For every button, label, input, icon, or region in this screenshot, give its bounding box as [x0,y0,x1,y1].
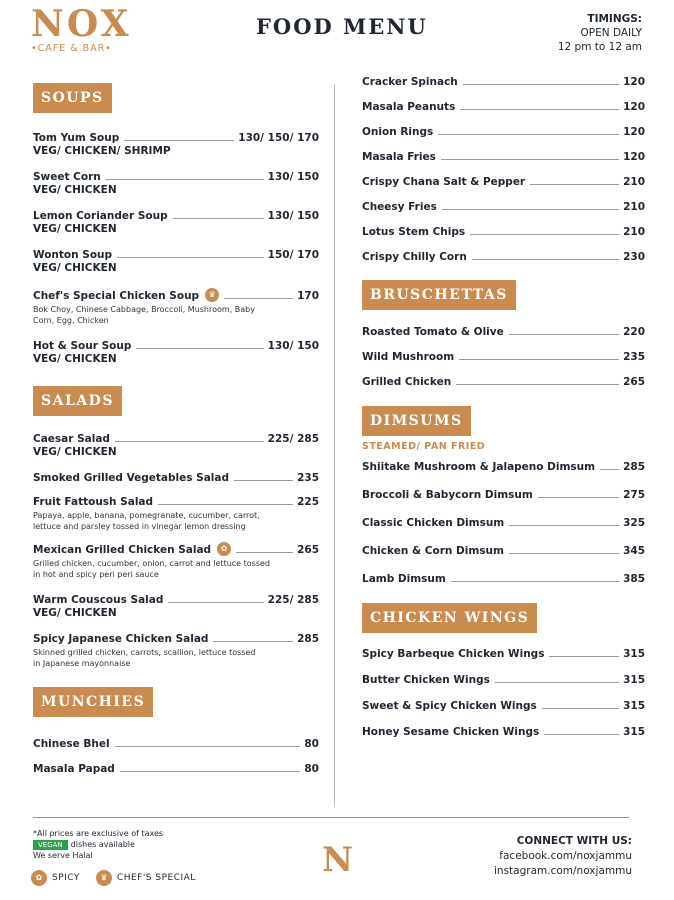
timings-days: OPEN DAILY [580,27,642,39]
item-price: 230 [623,251,645,263]
item-name: Masala Peanuts [362,101,456,113]
item-name: Chef's Special Chicken Soup [33,290,200,302]
item-price: 210 [623,226,645,238]
item-name: Spicy Barbeque Chicken Wings [362,648,545,660]
item-name: Roasted Tomato & Olive [362,326,504,338]
item-name: Caesar Salad [33,433,110,445]
item-name: Sweet & Spicy Chicken Wings [362,700,537,712]
leader-line [236,552,293,553]
item-variants: VEG/ CHICKEN [33,262,117,274]
item-price: 265 [297,544,319,556]
item-name: Fruit Fattoush Salad [33,496,154,508]
leader-line [441,159,619,160]
menu-item [362,351,645,363]
section-header-chicken-wings: CHICKEN WINGS [362,603,537,633]
chef-hat-icon: ♛ [96,870,112,886]
right-column [362,76,645,738]
item-price: 315 [623,674,645,686]
menu-item [33,738,319,750]
item-price: 225/ 285 [267,594,319,606]
menu-item [362,545,645,557]
footer-notes [33,828,163,861]
leader-line [438,134,619,135]
item-name: Sweet Corn [33,171,101,183]
menu-item [362,251,645,263]
item-price: 345 [623,545,645,557]
section-header-soups: SOUPS [33,83,112,113]
item-name: Lemon Coriander Soup [33,210,168,222]
leader-line [224,298,293,299]
timings-block [558,12,642,54]
menu-item [33,288,319,326]
menu-item [33,210,319,235]
leader-line [213,641,293,642]
menu-item [362,326,645,338]
item-price: 170 [297,290,319,302]
chef-hat-icon: ♛ [205,288,219,302]
menu-item [362,489,645,501]
leader-line [542,708,619,709]
item-price: 385 [623,573,645,585]
menu-item [33,132,319,157]
item-name: Wild Mushroom [362,351,455,363]
item-name: Spicy Japanese Chicken Salad [33,633,209,645]
logo-tagline: •CAFE & BAR• [31,43,112,54]
instagram-link[interactable]: instagram.com/noxjammu [494,865,632,877]
menu-item [33,171,319,196]
leader-line [234,480,293,481]
menu-item [33,433,319,458]
menu-item [33,472,319,484]
menu-item [362,726,645,738]
item-price: 315 [623,648,645,660]
item-price: 130/ 150 [267,171,319,183]
item-price: 285 [297,633,319,645]
item-name: Tom Yum Soup [33,132,120,144]
item-name: Mexican Grilled Chicken Salad [33,544,212,556]
section-header-munchies: MUNCHIES [33,687,153,717]
menu-item [362,176,645,188]
item-variants: VEG/ CHICKEN [33,184,117,196]
item-price: 80 [304,763,319,775]
item-price: 315 [623,700,645,712]
item-price: 120 [623,101,645,113]
item-variants: VEG/ CHICKEN [33,223,117,235]
item-price: 80 [304,738,319,750]
leader-line [120,771,301,772]
leader-line [509,525,619,526]
menu-item [33,633,319,669]
legend-spicy-label: SPICY [52,873,80,883]
leader-line [549,656,619,657]
item-name: Lotus Stem Chips [362,226,466,238]
menu-item [362,201,645,213]
menu-item [362,76,645,88]
chili-icon: ✿ [217,542,231,556]
brand-monogram: N [322,840,354,880]
item-name: Cracker Spinach [362,76,458,88]
dimsum-style-note: STEAMED/ PAN FRIED [362,441,486,452]
item-price: 210 [623,201,645,213]
menu-item [33,249,319,274]
menu-item [362,376,645,388]
item-name: Classic Chicken Dimsum [362,517,505,529]
vegan-tag: VEGAN [33,840,68,850]
item-name: Honey Sesame Chicken Wings [362,726,540,738]
item-name: Masala Fries [362,151,436,163]
item-name: Cheesy Fries [362,201,437,213]
item-name: Onion Rings [362,126,434,138]
social-links [494,834,632,879]
section-header-bruschettas: BRUSCHETTAS [362,280,516,310]
menu-item [362,151,645,163]
leader-line [168,602,263,603]
legend-chef-label: CHEF'S SPECIAL [116,873,196,883]
menu-item [33,594,319,619]
timings-label: TIMINGS: [587,13,642,25]
menu-item [33,496,319,532]
menu-item [362,517,645,529]
item-variants: VEG/ CHICKEN/ SHRIMP [33,145,171,157]
item-description: Grilled chicken, cucumber, onion, carrot and lettuce tossed in hot and spicy peri peri sauce [33,559,271,579]
menu-item [362,648,645,660]
leader-line [470,234,619,235]
timings-hours: 12 pm to 12 am [557,41,642,53]
item-price: 315 [623,726,645,738]
leader-line [509,553,619,554]
item-price: 225/ 285 [267,433,319,445]
item-name: Warm Couscous Salad [33,594,164,606]
leader-line [459,359,619,360]
item-price: 130/ 150/ 170 [238,132,319,144]
menu-item [362,461,645,473]
item-price: 220 [623,326,645,338]
item-variants: VEG/ CHICKEN [33,353,117,365]
logo-wordmark: NOX [31,3,132,45]
item-price: 225 [297,496,319,508]
section-header-dimsums: DIMSUMS [362,406,471,436]
item-price: 130/ 150 [267,210,319,222]
leader-line [463,84,619,85]
item-description: Bok Choy, Chinese Cabbage, Broccoli, Mushroom, Baby Corn, Egg, Chicken [33,305,255,325]
left-column [33,83,319,775]
item-name: Crispy Chana Salt & Pepper [362,176,526,188]
leader-line [451,581,619,582]
tax-note: *All prices are exclusive of taxes [33,829,164,838]
leader-line [106,179,264,180]
item-price: 235 [297,472,319,484]
menu-item [33,542,319,580]
facebook-link[interactable]: facebook.com/noxjammu [499,850,632,862]
item-variants: VEG/ CHICKEN [33,607,117,619]
item-price: 275 [623,489,645,501]
leader-line [600,469,619,470]
item-price: 210 [623,176,645,188]
leader-line [460,109,619,110]
chili-icon: ✿ [31,870,47,886]
leader-line [456,384,619,385]
item-name: Grilled Chicken [362,376,452,388]
leader-line [495,682,619,683]
menu-item [362,573,645,585]
item-name: Hot & Sour Soup [33,340,132,352]
item-price: 120 [623,76,645,88]
menu-item [33,340,319,365]
leader-line [115,441,264,442]
item-name: Lamb Dimsum [362,573,446,585]
connect-label: CONNECT WITH US: [516,835,632,847]
leader-line [173,218,264,219]
leader-line [442,209,619,210]
menu-item [362,101,645,113]
leader-line [158,504,293,505]
leader-line [472,259,619,260]
item-description: Papaya, apple, banana, pomegranate, cucumber, carrot, lettuce and parsley tossed in vinegar lemon dressing [33,511,260,531]
menu-item [362,674,645,686]
item-name: Shiitake Mushroom & Jalapeno Dimsum [362,461,596,473]
item-name: Chinese Bhel [33,738,110,750]
item-price: 130/ 150 [267,340,319,352]
icon-legend [31,870,212,886]
item-name: Broccoli & Babycorn Dimsum [362,489,533,501]
menu-item [362,126,645,138]
menu-item [362,226,645,238]
item-name: Wonton Soup [33,249,113,261]
item-price: 265 [623,376,645,388]
footer-divider [33,817,629,818]
item-price: 325 [623,517,645,529]
item-variants: VEG/ CHICKEN [33,446,117,458]
item-name: Chicken & Corn Dimsum [362,545,504,557]
leader-line [115,746,301,747]
vegan-note: dishes available [70,840,135,849]
item-description: Skinned grilled chicken, carrots, scallion, lettuce tossed in Japanese mayonnaise [33,648,256,668]
item-name: Crispy Chilly Corn [362,251,467,263]
leader-line [509,334,619,335]
leader-line [136,348,263,349]
menu-item [33,763,319,775]
brand-logo [31,4,141,54]
item-price: 150/ 170 [267,249,319,261]
page-title: FOOD MENU [256,14,428,39]
item-name: Butter Chicken Wings [362,674,490,686]
item-name: Masala Papad [33,763,115,775]
item-name: Smoked Grilled Vegetables Salad [33,472,230,484]
leader-line [544,734,619,735]
item-price: 120 [623,151,645,163]
item-price: 235 [623,351,645,363]
halal-note: We serve Halal [33,851,93,860]
leader-line [124,140,234,141]
item-price: 285 [623,461,645,473]
leader-line [530,184,619,185]
column-divider [334,84,335,806]
leader-line [538,497,619,498]
leader-line [117,257,264,258]
item-price: 120 [623,126,645,138]
menu-item [362,700,645,712]
section-header-salads: SALADS [33,386,122,416]
